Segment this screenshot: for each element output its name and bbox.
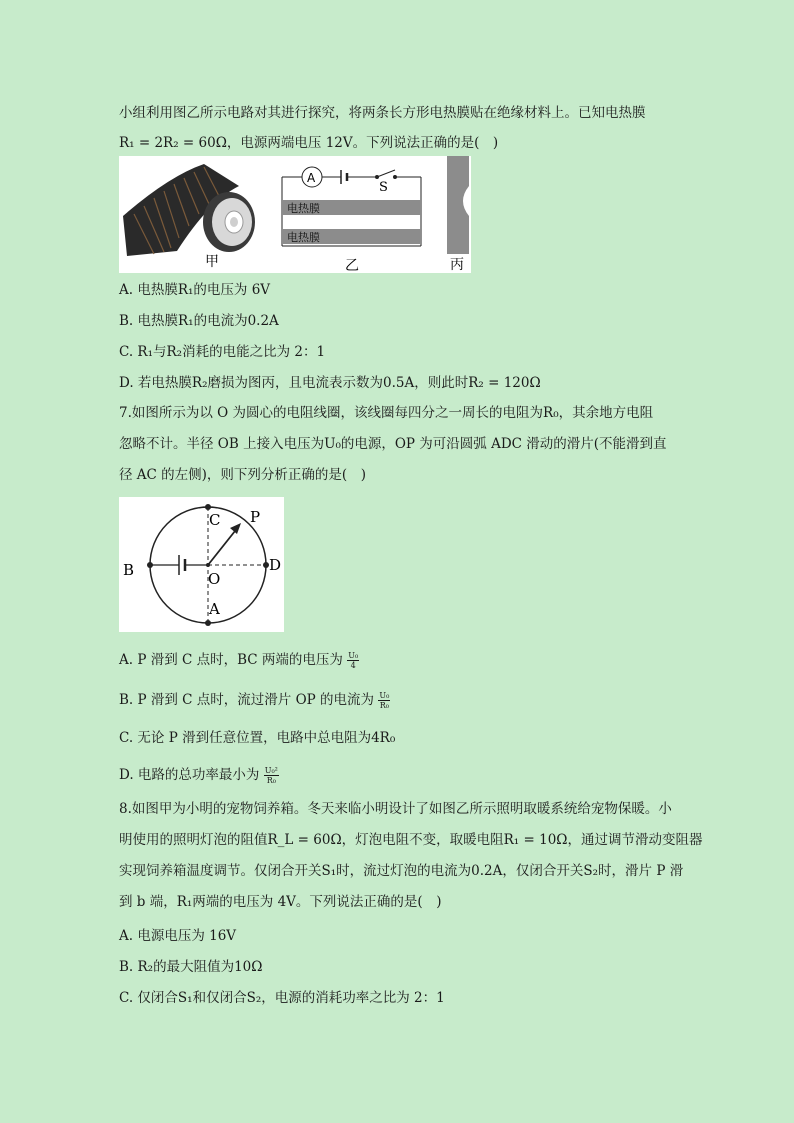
- fraction-denominator: 4: [350, 661, 356, 670]
- point-c: [205, 504, 211, 510]
- fraction-u0-over-r0: [378, 691, 390, 710]
- heating-film-svg: [119, 156, 471, 273]
- label-p: P: [250, 508, 261, 526]
- q7-option-b: [119, 690, 390, 710]
- label-c: C: [209, 511, 221, 529]
- ammeter-label: A: [307, 171, 316, 185]
- figure-heating-film: [119, 156, 471, 273]
- film-top-label: 电热膜: [287, 202, 320, 215]
- q6-option-d: D. 若电热膜R₂磨损为图丙，且电流表示数为0.5A，则此时R₂ = 120Ω: [119, 375, 541, 391]
- q6-option-b: B. 电热膜R₁的电流为0.2A: [119, 313, 279, 329]
- q7-option-d-text: D. 电路的总功率最小为: [119, 767, 260, 783]
- figure-resistance-coil: [119, 497, 284, 632]
- q8-stem-line-1: 8.如图甲为小明的宠物饲养箱。冬天来临小明设计了如图乙所示照明取暖系统给宠物保暖。小: [119, 801, 672, 817]
- q8-option-b: B. R₂的最大阻值为10Ω: [119, 959, 263, 975]
- fraction-u0sq-over-r0: [264, 766, 279, 785]
- q6-option-a: A. 电热膜R₁的电压为 6V: [119, 282, 271, 298]
- fraction-denominator: R₀: [266, 776, 276, 785]
- q8-stem-line-4: 到 b 端，R₁两端的电压为 4V。下列说法正确的是( ): [119, 894, 442, 910]
- q8-stem-line-3: 实现饲养箱温度调节。仅闭合开关S₁时，流过灯泡的电流为0.2A，仅闭合开关S₂时，滑片 P 滑: [119, 863, 684, 879]
- q7-stem-line-2: 忽略不计。半径 OB 上接入电压为U₀的电源，OP 为可沿圆弧 ADC 滑动的滑片(不能滑到直: [119, 436, 667, 452]
- fraction-numerator: U₀: [348, 651, 359, 660]
- q8-stem-line-2: 明使用的照明灯泡的阻值R_L = 60Ω，灯泡电阻不变，取暖电阻R₁ = 10Ω，通过调节滑动变阻器: [119, 832, 703, 848]
- intro-line-2: R₁ = 2R₂ = 60Ω，电源两端电压 12V。下列说法正确的是( ): [119, 135, 499, 151]
- film-roll-image: [123, 164, 255, 256]
- q7-option-d: [119, 765, 279, 785]
- q7-option-c: C. 无论 P 滑到任意位置，电路中总电阻为4R₀: [119, 730, 396, 746]
- slider-arrow-icon: [230, 523, 241, 534]
- q7-option-b-text: B. P 滑到 C 点时，流过滑片 OP 的电流为: [119, 692, 375, 708]
- label-o: O: [208, 570, 221, 588]
- intro-line-1: 小组利用图乙所示电路对其进行探究，将两条长方形电热膜贴在绝缘材料上。已知电热膜: [119, 105, 646, 121]
- q7-option-a-text: A. P 滑到 C 点时，BC 两端的电压为: [119, 652, 343, 668]
- q7-stem-line-1: 7.如图所示为以 O 为圆心的电阻线圈，该线圈每四分之一周长的电阻为R₀，其余地方电阻: [119, 405, 654, 421]
- q6-option-c: C. R₁与R₂消耗的电能之比为 2：1: [119, 344, 326, 360]
- coil-svg: [119, 497, 284, 632]
- slider-op: [208, 526, 239, 565]
- point-a: [205, 620, 211, 626]
- point-o: [206, 563, 210, 567]
- fraction-numerator: U₀²: [264, 766, 278, 775]
- switch-label: S: [379, 180, 388, 195]
- fraction-numerator: U₀: [379, 691, 390, 700]
- q7-stem-line-3: 径 AC 的左侧)，则下列分析正确的是( ): [119, 467, 366, 483]
- q8-option-c: C. 仅闭合S₁和仅闭合S₂，电源的消耗功率之比为 2：1: [119, 990, 445, 1006]
- label-b: B: [123, 561, 135, 579]
- label-yi: 乙: [345, 258, 359, 273]
- film-bottom-label: 电热膜: [287, 231, 320, 244]
- fraction-u0-over-4: [347, 651, 359, 670]
- fraction-denominator: R₀: [379, 701, 389, 710]
- label-jia: 甲: [205, 254, 219, 270]
- label-bing: 丙: [450, 257, 464, 273]
- point-b: [147, 562, 153, 568]
- q8-option-a: A. 电源电压为 16V: [119, 928, 237, 944]
- label-d: D: [269, 556, 282, 574]
- label-a: A: [209, 600, 220, 618]
- q7-option-a: [119, 650, 359, 670]
